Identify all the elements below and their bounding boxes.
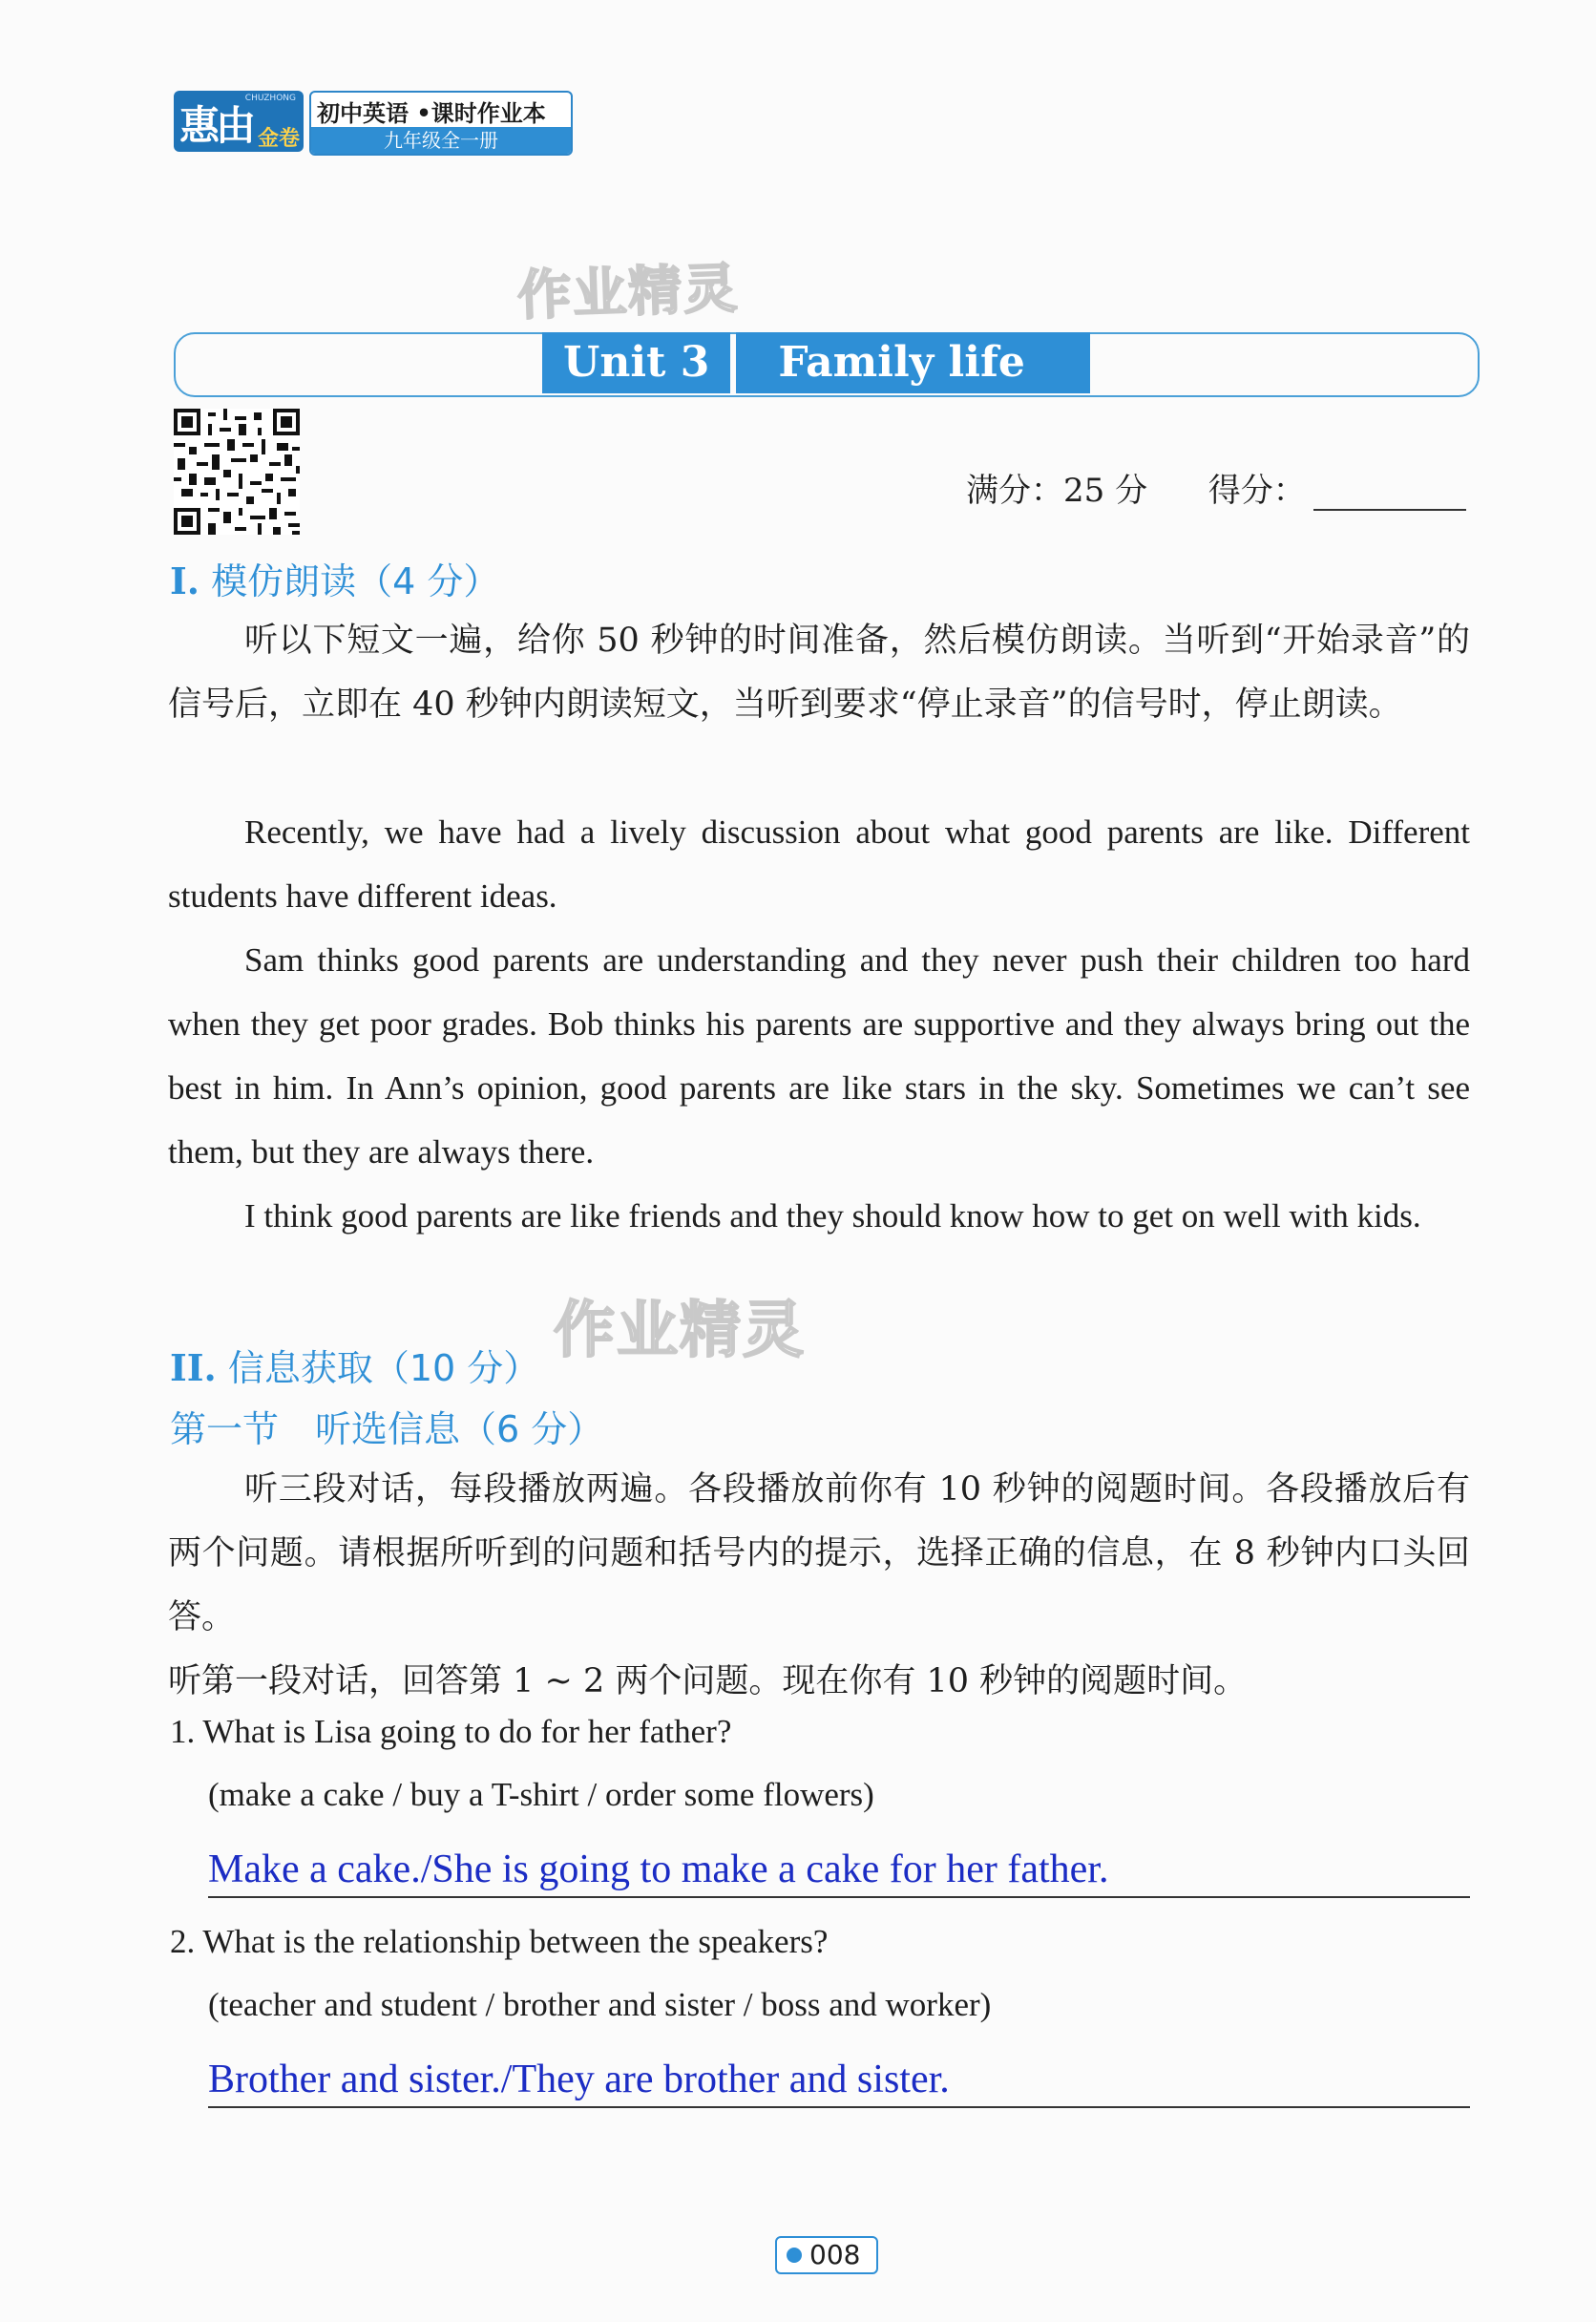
passage-paragraph: Sam thinks good parents are understanding and they never push their children too hard when they get poor grades. Bob thinks his parents are supportive and they always bring out the best in him. In Ann’s opinion, good parents are like stars in the sky. Sometimes we can’t see them, but they are always there. [168,941,1470,1171]
watermark-middle: 作业精灵 [554,1296,806,1366]
question-1-options: (make a cake / buy a T-shirt / order some flowers) [208,1776,874,1813]
section-2-instruction [168,1458,1470,1714]
question-2-answer[interactable]: Brother and sister./They are brother and sister. [208,2053,1470,2108]
page-dot-icon [787,2248,802,2263]
unit-number: Unit 3 [542,332,730,393]
question-2-options: (teacher and student / brother and sister / boss and worker) [208,1986,992,2023]
brand-tiny-text: CHUZHONG [244,94,296,103]
series-logo [174,89,575,156]
page-number-badge [775,2236,878,2274]
got-score-label: 得分： [1208,472,1306,510]
watermark-top: 作业精灵 [516,257,741,328]
instruction-text: 听三段对话，每段播放两遍。各段播放前你有 10 秒钟的阅题时间。各段播放后有两个问题。请根据所听到的问题和括号内的提示，选择正确的信息，在 8 秒钟内口头回答。 [168,1470,1470,1636]
series-title-box [309,91,573,156]
page-number: 008 [809,2239,861,2270]
score-blank[interactable] [1313,480,1466,511]
brand-gold-text: 金卷 [257,127,300,151]
score-line [966,464,1466,511]
question-1: 1. What is Lisa going to do for her father? [170,1713,732,1750]
series-title: 初中英语 •课时作业本 [317,99,546,127]
section-1-instruction [168,609,1470,737]
brand-script: 惠由 [179,102,253,149]
unit-name: Family life [736,332,1090,393]
dialog-1-prompt: 听第一段对话，回答第 1 ~ 2 两个问题。现在你有 10 秒钟的阅题时间。 [168,1662,1248,1700]
section-2-title-text: 信息获取（10 分） [227,1347,540,1389]
question-1-answer[interactable]: Make a cake./She is going to make a cake for her father. [208,1843,1470,1898]
instruction-text: 听以下短文一遍，给你 50 秒钟的时间准备，然后模仿朗读。当听到“开始录音”的信号后，立即在 40 秒钟内朗读短文，当听到要求“停止录音”的信号时，停止朗读。 [168,622,1470,724]
section-1-number: I. [170,559,200,602]
grade-label: 九年级全一册 [311,127,571,154]
passage-paragraph: Recently, we have had a lively discussion about what good parents are like. Different students have different ideas. [168,813,1470,915]
qr-code-icon[interactable] [174,409,300,535]
section-2-title [170,1339,539,1391]
brand-mark [174,91,304,152]
passage-paragraph: I think good parents are like friends and they should know how to get on well with kids. [244,1197,1421,1235]
unit-title [542,332,1090,393]
section-2-number: II. [170,1346,217,1389]
reading-passage [168,800,1470,1248]
section-1-title [170,552,499,604]
section-2-subtitle: 第一节 听选信息（6 分） [170,1408,604,1450]
question-2: 2. What is the relationship between the speakers? [170,1923,829,1960]
full-score-label: 满分：25 分 [966,472,1148,510]
section-1-title-text: 模仿朗读（4 分） [211,560,500,602]
